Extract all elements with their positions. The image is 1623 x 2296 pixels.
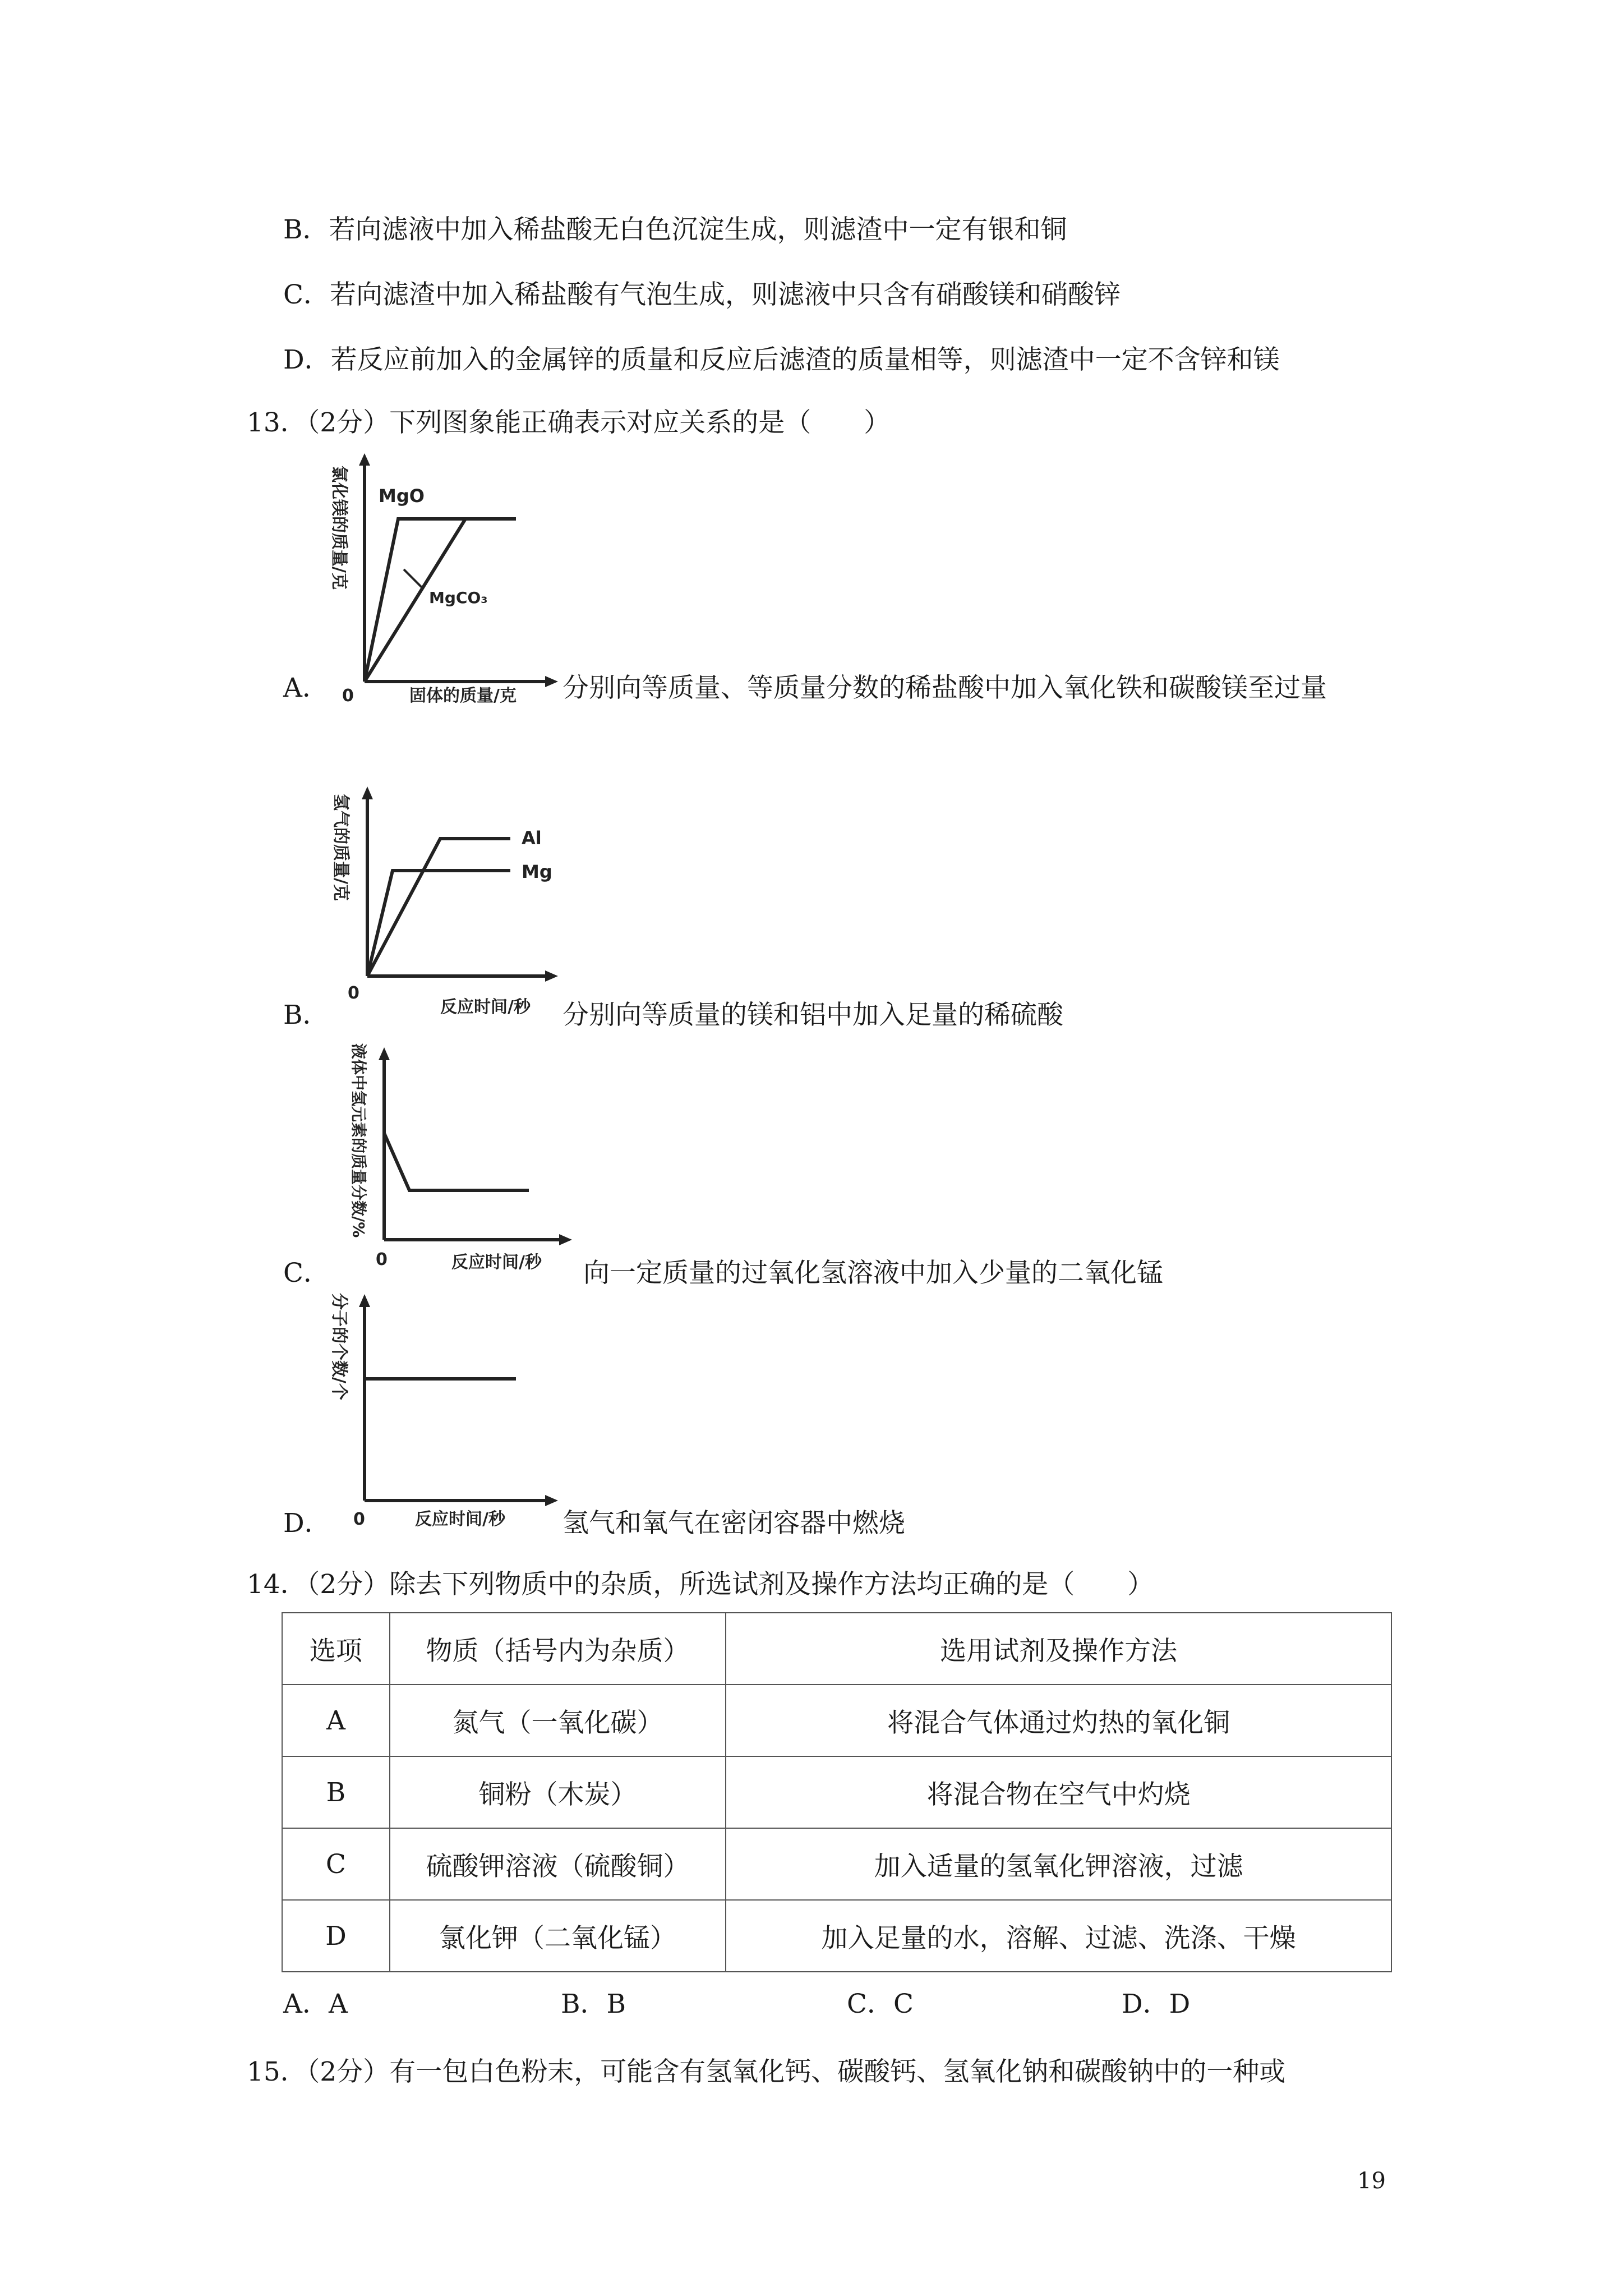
graph-a-x-arrow xyxy=(545,676,558,687)
graph-b-label-mg: Mg xyxy=(522,861,552,882)
q12-option-c: C．若向滤渣中加入稀盐酸有气泡生成，则滤液中只含有硝酸镁和硝酸锌 xyxy=(283,279,1121,310)
table-row xyxy=(282,1828,1391,1900)
table-header-row xyxy=(282,1613,1391,1685)
cell-substance: 氮气（一氧化碳） xyxy=(390,1685,726,1756)
header-method: 选用试剂及操作方法 xyxy=(726,1613,1391,1685)
cell-option: C xyxy=(282,1828,390,1900)
graph-a-pointer xyxy=(404,569,423,589)
page-number: 19 xyxy=(1357,2168,1386,2194)
graph-a-label-mgo: MgO xyxy=(379,485,425,507)
graph-b xyxy=(314,774,572,1032)
graph-c-x-arrow xyxy=(559,1234,572,1245)
graph-b-xlabel: 反应时间/秒 xyxy=(440,997,531,1017)
graph-c-line xyxy=(384,1133,529,1190)
graph-c-ylabel: 液体中氢元素的质量分数/% xyxy=(349,1043,368,1238)
q13-a-label: A． xyxy=(283,673,329,703)
q13-c-label: C． xyxy=(283,1258,330,1289)
q12-option-d: D．若反应前加入的金属锌的质量和反应后滤渣的质量相等，则滤渣中一定不含锌和镁 xyxy=(283,344,1280,375)
graph-c-y-arrow xyxy=(379,1047,390,1060)
q13-stem: 13．（2分）下列图象能正确表示对应关系的是（ ） xyxy=(247,407,891,438)
q13-a-text: 分别向等质量、等质量分数的稀盐酸中加入氧化铁和碳酸镁至过量 xyxy=(562,673,1327,703)
cell-substance: 硫酸钾溶液（硫酸铜） xyxy=(390,1828,726,1900)
graph-a xyxy=(314,449,572,707)
graph-d-ylabel: 分子的个数/个 xyxy=(329,1293,349,1400)
graph-b-origin: 0 xyxy=(348,983,359,1003)
graph-a-y-arrow xyxy=(359,453,370,466)
header-option: 选项 xyxy=(282,1613,390,1685)
graph-d xyxy=(322,1279,580,1537)
graph-d-origin: 0 xyxy=(353,1510,365,1529)
graph-d-y-arrow xyxy=(359,1294,370,1307)
q13-b-label: B． xyxy=(283,1000,329,1030)
cell-substance: 铜粉（木炭） xyxy=(390,1756,726,1828)
graph-b-ylabel: 氢气的质量/克 xyxy=(331,794,351,901)
q14-choice-d: D．D xyxy=(1122,1989,1191,2019)
graph-a-origin: 0 xyxy=(342,686,354,706)
q13-d-text: 氢气和氧气在密闭容器中燃烧 xyxy=(562,1508,905,1539)
graph-b-line-mg xyxy=(367,871,510,976)
q14-table xyxy=(282,1612,1392,1972)
cell-option: B xyxy=(282,1756,390,1828)
graph-c xyxy=(322,1032,580,1279)
cell-substance: 氯化钾（二氧化锰） xyxy=(390,1900,726,1972)
graph-b-x-arrow xyxy=(545,970,558,982)
graph-c-origin: 0 xyxy=(376,1250,388,1269)
cell-method: 加入适量的氢氧化钾溶液，过滤 xyxy=(726,1828,1391,1900)
q14-choice-a: A．A xyxy=(283,1989,348,2019)
header-substance: 物质（括号内为杂质） xyxy=(390,1613,726,1685)
cell-method: 加入足量的水，溶解、过滤、洗涤、干燥 xyxy=(726,1900,1391,1972)
graph-b-line-al xyxy=(367,839,510,976)
graph-a-xlabel: 固体的质量/克 xyxy=(409,686,517,706)
graph-a-ylabel: 氯化镁的质量/克 xyxy=(329,466,349,590)
q14-choice-c: C．C xyxy=(847,1989,914,2019)
graph-d-xlabel: 反应时间/秒 xyxy=(415,1510,505,1529)
graph-d-x-arrow xyxy=(545,1495,558,1506)
graph-b-label-al: Al xyxy=(522,827,542,849)
graph-b-y-arrow xyxy=(362,786,373,799)
q14-stem: 14．（2分）除去下列物质中的杂质，所选试剂及操作方法均正确的是（ ） xyxy=(247,1569,1154,1600)
table-row xyxy=(282,1900,1391,1972)
q15-stem: 15．（2分）有一包白色粉末，可能含有氢氧化钙、碳酸钙、氢氧化钠和碳酸钠中的一种或 xyxy=(247,2056,1286,2087)
cell-option: A xyxy=(282,1685,390,1756)
cell-method: 将混合物在空气中灼烧 xyxy=(726,1756,1391,1828)
cell-option: D xyxy=(282,1900,390,1972)
cell-method: 将混合气体通过灼热的氧化铜 xyxy=(726,1685,1391,1756)
graph-a-label-mgco3: MgCO₃ xyxy=(429,588,488,607)
q13-c-text: 向一定质量的过氧化氢溶液中加入少量的二氧化锰 xyxy=(583,1258,1163,1289)
graph-c-xlabel: 反应时间/秒 xyxy=(451,1253,542,1272)
q13-d-label: D． xyxy=(283,1508,331,1539)
table-row xyxy=(282,1685,1391,1756)
table-row xyxy=(282,1756,1391,1828)
q14-choice-b: B．B xyxy=(561,1989,626,2019)
q13-b-text: 分别向等质量的镁和铝中加入足量的稀硫酸 xyxy=(562,1000,1063,1030)
q12-option-b: B．若向滤液中加入稀盐酸无白色沉淀生成，则滤渣中一定有银和铜 xyxy=(283,214,1067,245)
